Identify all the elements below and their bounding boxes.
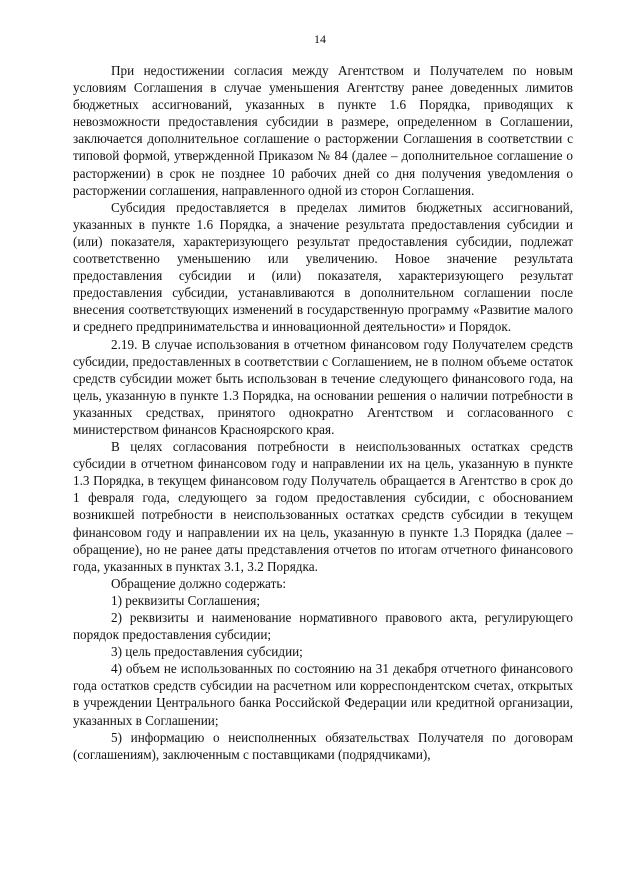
body-text — [73, 62, 573, 763]
list-item-5: 5) информацию о неисполненных обязательствах Получателя по договорам (соглашениям), заключенным с поставщиками (подрядчиками), — [73, 729, 573, 762]
list-item-3: 3) цель предоставления субсидии; — [111, 644, 303, 660]
list-item-1: 1) реквизиты Соглашения; — [111, 592, 261, 608]
list-item-2: 2) реквизиты и наименование нормативного правового акта, регулирующего порядок предоставления субсидии; — [73, 610, 573, 643]
paragraph-approval-request: В целях согласования потребности в неиспользованных остатках средств субсидии в отчетном финансовом году и направлении их на цель, указанную в пункте 1.3 Порядка, в текущем финансовом году Получатель обращается в Агентство в срок до 1 февраля года, следующего за годом предоставления субсидии, с обоснованием возникшей потребности в неиспользованных остатках средств субсидии в текущем финансовом году и направлении их на цель, указанную в пункте 1.3 Порядка (далее – обращение), но не ранее даты представления отчетов по итогам отчетного финансового года, указанных в пунктах 3.1, 3.2 Порядка. — [73, 439, 573, 574]
paragraph-subsidy-limits: Субсидия предоставляется в пределах лимитов бюджетных ассигнований, указанных в пункте 1.6 Порядка, а значение результата предоставления субсидии и (или) показателя, характеризующего результат предоставления субсидии, подлежат соответственно уменьшению или увеличению. Новое значение результата предоставления субсидии и (или) показателя, характеризующего результат предоставления субсидии, устанавливаются в дополнительном соглашении после внесения соответствующих изменений в государственную программу «Развитие малого и среднего предпринимательства и инновационной деятельности» и Порядок. — [73, 199, 573, 335]
list-item-4: 4) объем не использованных по состоянию на 31 декабря отчетного финансового года остатков средств субсидии на расчетном или корреспондентском счетах, открытых в учреждении Центрального банка Российской Федерации или кредитной организации, указанных в Соглашении; — [73, 661, 573, 728]
paragraph-2-19: 2.19. В случае использования в отчетном финансовом году Получателем средств субсидии, предоставленных в соответствии с Соглашением, не в полном объеме остаток средств субсидии может быть использован в течение следующего финансового года, на цель, указанную в пункте 1.3 Порядка, на основании решения о наличии потребности в указанных средствах, принятого однократно Агентством и согласованного с министерством финансов Красноярского края. — [73, 336, 573, 437]
paragraph-request-contents: Обращение должно содержать: — [111, 575, 287, 591]
paragraph-termination-agreement: При недостижении согласия между Агентством и Получателем по новым условиям Соглашения в случае уменьшения Агентству ранее доведенных лимитов бюджетных ассигнований, указанных в пункте 1.6 Порядка, приводящих к невозможности предоставления субсидии в размере, определенном в Соглашении, заключается дополнительное соглашение о расторжении Соглашения в соответствии с типовой формой, утвержденной Приказом № 84 (далее – дополнительное соглашение о расторжении) в срок не позднее 10 рабочих дней со дня получения уведомления о расторжении соглашения, направленного одной из сторон Соглашения. — [73, 63, 573, 198]
page-number: 14 — [314, 32, 326, 46]
